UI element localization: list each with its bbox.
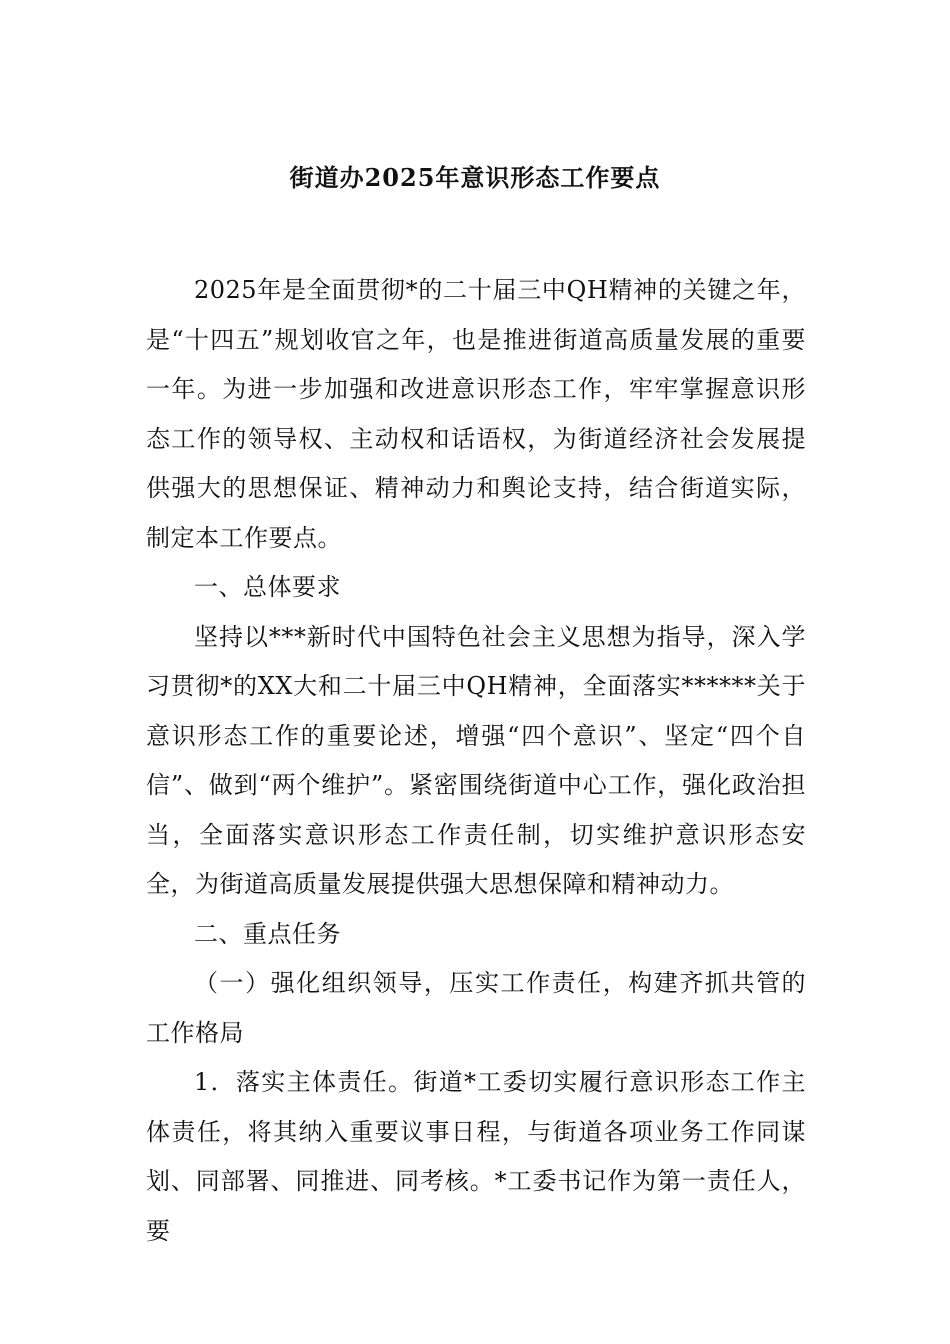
section-heading-general-requirements: 一、总体要求 [194, 573, 341, 601]
document-body [146, 266, 806, 1256]
section-heading-key-tasks: 二、重点任务 [194, 919, 341, 948]
subsection-heading-organization: （一）强化组织领导，压实工作责任，构建齐抓共管的工作格局 [146, 969, 806, 1047]
task-item-1-paragraph: 1．落实主体责任。街道*工委切实履行意识形态工作主体责任，将其纳入重要议事日程，与街道各项业务工作同谋划、同部署、同推进、同考核。*工委书记作为第一责任人，要 [146, 1068, 806, 1245]
document-title: 街道办2025年意识形态工作要点 [289, 163, 661, 192]
intro-paragraph: 2025年是全面贯彻*的二十届三中QH精神的关键之年，是“十四五”规划收官之年，也是推进街道高质量发展的重要一年。为进一步加强和改进意识形态工作，牢牢掌握意识形态工作的领导权、主动权和话语权，为街道经济社会发展提供强大的思想保证、精神动力和舆论支持，结合街道实际，制定本工作要点。 [146, 276, 806, 552]
general-requirements-paragraph: 坚持以***新时代中国特色社会主义思想为指导，深入学习贯彻*的XX大和二十届三中QH精神，全面落实******关于意识形态工作的重要论述，增强“四个意识”、坚定“四个自信”、做到“两个维护”。紧密围绕街道中心工作，强化政治担当，全面落实意识形态工作责任制，切实维护意识形态安全，为街道高质量发展提供强大思想保障和精神动力。 [146, 622, 806, 898]
